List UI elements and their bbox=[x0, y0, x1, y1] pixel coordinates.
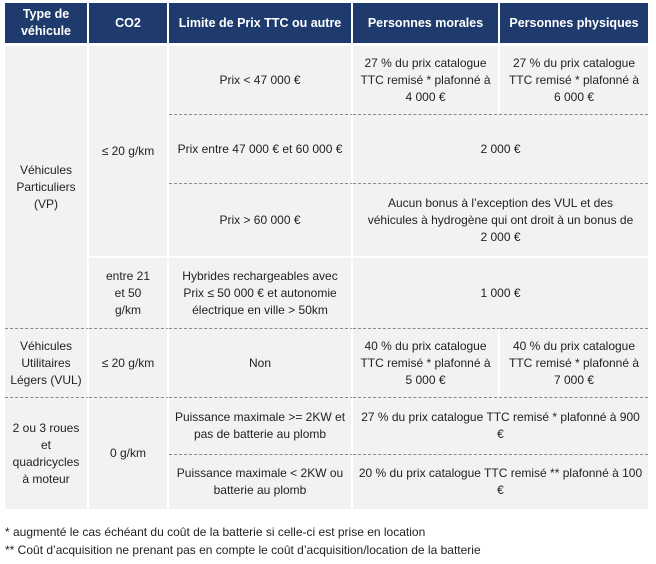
header-row bbox=[5, 3, 648, 43]
header-limite: Limite de Prix TTC ou autre bbox=[169, 3, 353, 43]
vp-bonus-2: 2 000 € bbox=[353, 114, 648, 183]
bonus-table bbox=[5, 3, 648, 509]
header-type: Type de véhicule bbox=[5, 3, 89, 43]
vul-type: Véhicules Utilitaires Légers (VUL) bbox=[5, 328, 89, 397]
header-co2: CO2 bbox=[89, 3, 169, 43]
footnote-1: * augmenté le cas échéant du coût de la batterie si celle-ci est prise en location bbox=[5, 525, 426, 539]
header-morales: Personnes morales bbox=[353, 3, 500, 43]
vul-morales: 40 % du prix catalogue TTC remisé * plafonné à 5 000 € bbox=[353, 328, 500, 397]
moto-limite-2: Puissance maximale < 2KW ou batterie au plomb bbox=[169, 454, 353, 509]
vp-physiques-1: 27 % du prix catalogue TTC remisé * plafonné à 6 000 € bbox=[500, 46, 648, 114]
header-physiques: Personnes physiques bbox=[500, 3, 648, 43]
vp-limite-4: Hybrides rechargeables avec Prix ≤ 50 000 € et autonomie électrique en ville > 50km bbox=[169, 256, 353, 328]
moto-bonus-2: 20 % du prix catalogue TTC remisé ** plafonné à 100 € bbox=[353, 454, 648, 509]
vp-limite-2: Prix entre 47 000 € et 60 000 € bbox=[169, 114, 353, 183]
vul-physiques: 40 % du prix catalogue TTC remisé * plafonné à 7 000 € bbox=[500, 328, 648, 397]
vp-bonus-3: Aucun bonus à l’exception des VUL et des véhicules à hydrogène qui ont droit à un bonus de 2 000 € bbox=[353, 183, 648, 256]
footnote-2: ** Coût d’acquisition ne prenant pas en compte le coût d’acquisition/location de la batterie bbox=[5, 543, 481, 557]
moto-bonus-1: 27 % du prix catalogue TTC remisé * plafonné à 900 € bbox=[353, 397, 648, 454]
vp-bonus-4: 1 000 € bbox=[353, 256, 648, 328]
moto-limite-1: Puissance maximale >= 2KW et pas de batterie au plomb bbox=[169, 397, 353, 454]
vp-type: Véhicules Particuliers (VP) bbox=[5, 46, 89, 328]
vul-limite: Non bbox=[169, 328, 353, 397]
vul-row bbox=[5, 328, 648, 397]
vp-co2-low: ≤ 20 g/km bbox=[89, 46, 169, 256]
moto-row-1 bbox=[5, 397, 648, 454]
footnotes bbox=[5, 523, 481, 559]
moto-type: 2 ou 3 roues et quadricycles à moteur bbox=[5, 397, 89, 509]
vp-row-1 bbox=[5, 46, 648, 114]
vp-row-4 bbox=[5, 256, 648, 328]
moto-co2: 0 g/km bbox=[89, 397, 169, 509]
vul-co2: ≤ 20 g/km bbox=[89, 328, 169, 397]
vp-co2-mid: entre 21 et 50 g/km bbox=[89, 256, 169, 328]
vp-morales-1: 27 % du prix catalogue TTC remisé * plafonné à 4 000 € bbox=[353, 46, 500, 114]
vp-limite-3: Prix > 60 000 € bbox=[169, 183, 353, 256]
vp-limite-1: Prix < 47 000 € bbox=[169, 46, 353, 114]
